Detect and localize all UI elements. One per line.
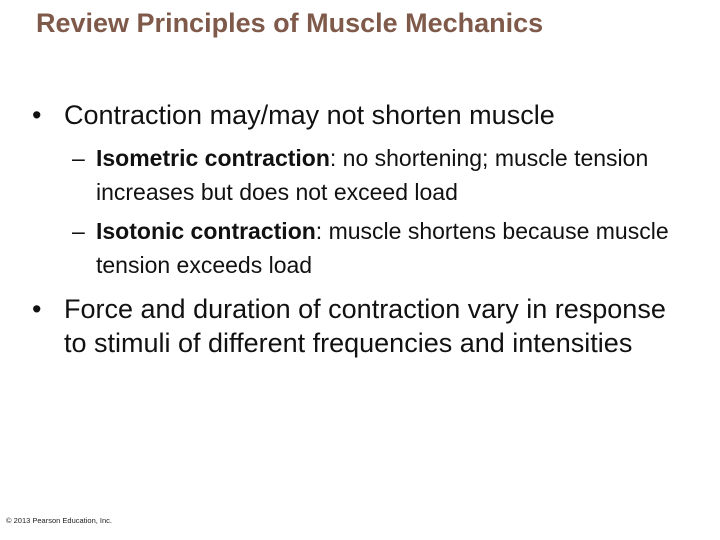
bullet-force-duration (32, 292, 694, 360)
bullet-contraction (32, 98, 704, 132)
sub-bullet-text: : no shortening; muscle tension increases but does not exceed load (96, 145, 649, 205)
slide-title: Review Principles of Muscle Mechanics (36, 8, 544, 38)
sub-bullet-marker: – (72, 145, 85, 171)
copyright-notice: © 2013 Pearson Education, Inc. (6, 516, 113, 525)
bullet-text: Contraction may/may not shorten muscle (64, 100, 555, 130)
sub-bullet-text: : muscle shortens because muscle tension exceeds load (96, 218, 669, 278)
term-isotonic: Isotonic contraction (96, 218, 316, 244)
bullet-marker: • (32, 100, 42, 130)
bullet-text: Force and duration of contraction vary in response to stimuli of different frequencies and intensities (64, 294, 666, 358)
sub-bullet-isometric (72, 141, 696, 209)
sub-bullet-isotonic (72, 214, 696, 282)
bullet-marker: • (32, 294, 42, 324)
term-isometric: Isometric contraction (96, 145, 330, 171)
sub-bullet-marker: – (72, 218, 85, 244)
